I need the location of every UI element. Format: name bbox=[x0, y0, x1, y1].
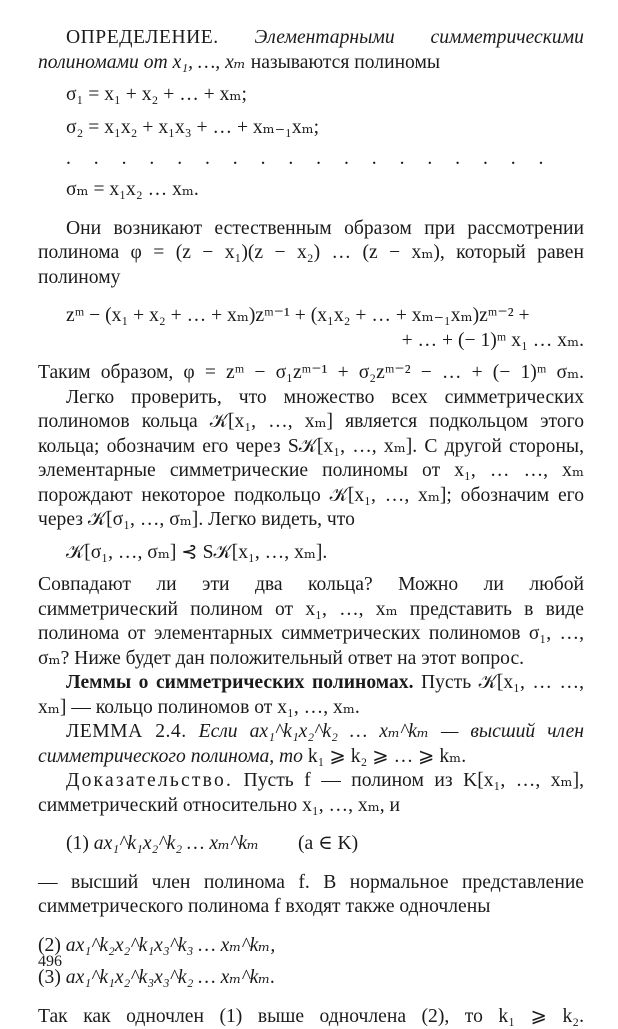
proof-text: Пусть f — полином из K[x₁, …, xₘ], симметрический относительно x₁, …, xₘ, и bbox=[38, 770, 584, 816]
sigma-dots-row: . . . . . . . . . . . . . . . . . . bbox=[66, 148, 584, 170]
final-line: Так как одночлен (1) выше одночлена (2), то k₁ ⩾ k₂. bbox=[38, 1005, 584, 1029]
monomial-3-label: (3) bbox=[38, 967, 61, 988]
lemma-paragraph bbox=[38, 720, 584, 769]
expansion-line-2: + … + (− 1)ᵐ x₁ … xₘ. bbox=[38, 329, 584, 354]
sigma-2-equation: σ₂ = x₁x₂ + x₁x₃ + … + xₘ₋₁xₘ; bbox=[66, 116, 584, 141]
lemmas-text: Пусть 𝒦[x₁, … …, xₘ] — кольцо полиномов от x₁, …, xₘ. bbox=[38, 672, 584, 718]
paragraph-question: Совпадают ли эти два кольца? Можно ли любой симметрический полином от x₁, …, xₘ представить в виде полинома от элементарных симметрических полиномов σ₁, …, σₘ? Ниже будет дан положительный ответ на этот вопрос. bbox=[38, 573, 584, 671]
monomial-2-expr: ax₁^k₂x₂^k₁x₃^k₃ … xₘ^kₘ, bbox=[66, 935, 275, 956]
definition-italic-1: Элементарными симметрическими bbox=[255, 27, 584, 48]
monomial-1-expr: ax₁^k₁x₂^k₂ … xₘ^kₘ bbox=[94, 833, 259, 854]
lemma-head: ЛЕММА 2.4. bbox=[66, 721, 187, 742]
inclusion-formula: 𝒦[σ₁, …, σₘ] ⊰ S𝒦[x₁, …, xₘ]. bbox=[66, 541, 584, 566]
lemmas-heading: Леммы о симметрических полиномах. bbox=[66, 672, 413, 693]
paragraph-check: Легко проверить, что множество всех симметрических полиномов кольца 𝒦[x₁, …, xₘ] является подкольцом этого кольца; обозначим его через S𝒦[x₁, …, xₘ]. С другой стороны, элементарные симметрические полиномы от x₁, … …, xₘ порождают некоторое подкольцо 𝒦[x₁, …, xₘ]; обозначим его через 𝒦[σ₁, …, σₘ]. Легко видеть, что bbox=[38, 386, 584, 533]
monomial-3 bbox=[38, 966, 584, 991]
proof-word: Доказательство. bbox=[66, 770, 233, 791]
proof-paragraph bbox=[38, 769, 584, 818]
expansion-line-1: zᵐ − (x₁ + x₂ + … + xₘ)zᵐ⁻¹ + (x₁x₂ + … + xₘ₋₁xₘ)zᵐ⁻² + bbox=[66, 304, 584, 329]
monomial-3-expr: ax₁^k₁x₂^k₃x₃^k₂ … xₘ^kₘ. bbox=[66, 967, 275, 988]
thus-line: Таким образом, φ = zᵐ − σ₁zᵐ⁻¹ + σ₂zᵐ⁻² − … + (− 1)ᵐ σₘ. bbox=[38, 361, 584, 386]
definition-italic-2: полиномами от x₁, …, xₘ bbox=[38, 52, 246, 73]
sigma-m-equation: σₘ = x₁x₂ … xₘ. bbox=[66, 178, 584, 203]
lemmas-paragraph bbox=[38, 671, 584, 720]
monomial-1-condition: (a ∈ K) bbox=[298, 833, 358, 854]
monomial-1 bbox=[66, 832, 584, 857]
paragraph-highest: — высший член полинома f. В нормальное представление симметрического полинома f входят также одночлены bbox=[38, 871, 584, 920]
document-page bbox=[38, 26, 584, 1029]
monomial-2-label: (2) bbox=[38, 935, 61, 956]
definition-head: ОПРЕДЕЛЕНИЕ. bbox=[66, 27, 219, 48]
definition-tail: называются полиномы bbox=[246, 52, 440, 73]
paragraph-arise: Они возникают естественным образом при рассмотрении полинома φ = (z − x₁)(z − x₂) … (z − xₘ), который равен полиному bbox=[38, 217, 584, 291]
sigma-1-equation: σ₁ = x₁ + x₂ + … + xₘ; bbox=[66, 83, 584, 108]
definition-line-2 bbox=[38, 51, 584, 76]
monomial-2 bbox=[38, 934, 584, 959]
page-number: 496 bbox=[38, 950, 62, 975]
lemma-inequality: k₁ ⩾ k₂ ⩾ … ⩾ kₘ. bbox=[303, 746, 466, 767]
definition-line-1 bbox=[38, 26, 584, 51]
lemma-statement: Если ax₁^k₁x₂^k₂ … xₘ^kₘ — высший член симметрического полинома, то bbox=[38, 721, 584, 767]
monomial-1-label: (1) bbox=[66, 833, 89, 854]
